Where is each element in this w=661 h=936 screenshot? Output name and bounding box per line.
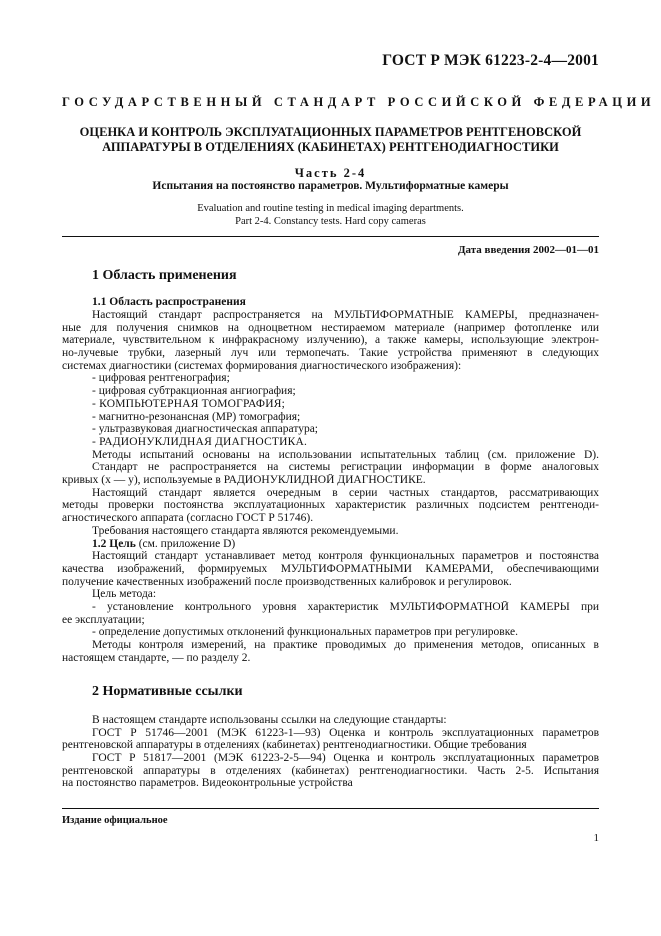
paragraph-line: методы проверки постоянства эксплуатационных характеристик различных подсистем рентгеноди-: [62, 499, 599, 512]
subsection-1-1-heading: 1.1 Область распространения: [92, 296, 246, 308]
section-1-1-body: [62, 309, 599, 665]
page-number: 1: [593, 832, 599, 844]
section-1-heading: 1 Область применения: [92, 268, 237, 283]
english-title: [62, 203, 599, 228]
paragraph-line: ГОСТ Р 51817—2001 (МЭК 61223-2-5—94) Оценка и контроль эксплуатационных параметров: [92, 752, 599, 765]
paragraph-line: системах диагностики (системах формирования диагностического изображения):: [62, 359, 462, 372]
title-line: ОЦЕНКА И КОНТРОЛЬ ЭКСПЛУАТАЦИОННЫХ ПАРАМЕТРОВ РЕНТГЕНОВСКОЙ: [79, 125, 582, 139]
paragraph-line: Методы испытаний основаны на использовании испытательных таблиц (см. приложение D).: [92, 448, 599, 461]
title-line: АППАРАТУРЫ В ОТДЕЛЕНИЯХ (КАБИНЕТАХ) РЕНТГЕНОДИАГНОСТИКИ: [102, 139, 559, 154]
list-item: - РАДИОНУКЛИДНАЯ ДИАГНОСТИКА.: [92, 435, 308, 448]
paragraph-line: агностического аппарата (согласно ГОСТ Р 51746).: [62, 512, 314, 525]
state-standard-label: ГОСУДАРСТВЕННЫЙ СТАНДАРТ РОССИЙСКОЙ ФЕДЕРАЦИИ: [62, 95, 656, 109]
section-2-heading: 2 Нормативные ссылки: [92, 684, 243, 699]
footer-divider: [62, 808, 599, 809]
paragraph-line: Стандарт не распространяется на системы регистрации информации в форме аналоговых: [92, 461, 599, 474]
introduction-date: Дата введения 2002—01—01: [457, 244, 599, 256]
subsection-1-2-note: (см. приложение D): [135, 537, 236, 550]
paragraph-line: Настоящий стандарт устанавливает метод контроля функциональных параметров и постоянства: [92, 550, 599, 563]
official-edition-label: Издание официальное: [62, 815, 168, 826]
paragraph-line: В настоящем стандарте использованы ссылки на следующие стандарты:: [92, 714, 447, 726]
list-item: - магнитно-резонансная (МР) томография;: [92, 410, 301, 423]
paragraph-line: кривых (x — y), используемые в РАДИОНУКЛИДНОЙ ДИАГНОСТИКЕ.: [62, 474, 426, 487]
paragraph-line: Настоящий стандарт является очередным в серии частных стандартов, рассматривающих: [92, 486, 599, 499]
header-divider: [62, 236, 599, 237]
list-item: - цифровая рентгенография;: [92, 372, 230, 385]
subsection-1-2-heading-line: [62, 538, 599, 551]
standard-code: ГОСТ Р МЭК 61223-2-4—2001: [382, 52, 599, 69]
paragraph-line: Требования настоящего стандарта являются рекомендуемыми.: [92, 524, 399, 537]
english-title-line: Part 2-4. Constancy tests. Hard copy cameras: [235, 215, 426, 227]
paragraph-line: рентгеновской аппаратуры в отделениях (кабинетах) рентгенодиагностики. Часть 2-5. Испытания: [62, 764, 599, 777]
paragraph-line: ГОСТ Р 51746—2001 (МЭК 61223-1—93) Оценка и контроль эксплуатационных параметров: [92, 726, 599, 739]
paragraph-line: но-лучевые трубки, лазерный луч или термопечать. Такие устройства применяют в следующих: [62, 347, 599, 360]
paragraph-line: качества изображений, формируемых МУЛЬТИФОРМАТНЫМИ КАМЕРАМИ, обеспечивающими: [62, 562, 599, 575]
part-label: Часть 2-4: [294, 166, 367, 180]
paragraph-line: - установление контрольного уровня характеристик МУЛЬТИФОРМАТНОЙ КАМЕРЫ при: [92, 601, 599, 614]
paragraph-line: Цель метода:: [92, 588, 157, 601]
list-item: - цифровая субтракционная ангиография;: [92, 385, 296, 398]
paragraph-line: на постоянство параметров. Видеоконтрольные устройства: [62, 777, 353, 790]
section-2-body: [62, 714, 599, 790]
paragraph-line: Настоящий стандарт распространяется на МУЛЬТИФОРМАТНЫЕ КАМЕРЫ, предназначен-: [92, 309, 599, 321]
paragraph-line: рентгеновской аппаратуры в отделениях (кабинетах) рентгенодиагностики. Общие требования: [62, 739, 527, 752]
subsection-1-2-heading: 1.2 Цель: [92, 537, 136, 550]
paragraph-line: получение качественных изображений после производственных калибровок и регулировок.: [62, 575, 512, 588]
paragraph-line: - определение допустимых отклонений функциональных параметров при регулировке.: [92, 626, 518, 639]
paragraph-line: настоящем стандарте, — по разделу 2.: [62, 651, 251, 664]
english-title-line: Evaluation and routine testing in medical imaging departments.: [197, 203, 464, 214]
paragraph-line: ные для получения снимков на одноцветном нестираемом материале (например фотопленке или: [62, 321, 599, 334]
paragraph-line: Методы контроля измерений, на практике проводимых до применения методов, описанных в: [92, 639, 599, 652]
list-item: - КОМПЬЮТЕРНАЯ ТОМОГРАФИЯ;: [92, 397, 285, 410]
document-subtitle: Испытания на постоянство параметров. Мультиформатные камеры: [152, 180, 509, 192]
document-title: [62, 125, 599, 154]
paragraph-line: материале, чувствительном к инфракрасному излучению), а также камеры, использующие электрон-: [62, 334, 599, 347]
paragraph-line: ее эксплуатации;: [62, 613, 145, 626]
list-item: - ультразвуковая диагностическая аппаратура;: [92, 423, 319, 436]
